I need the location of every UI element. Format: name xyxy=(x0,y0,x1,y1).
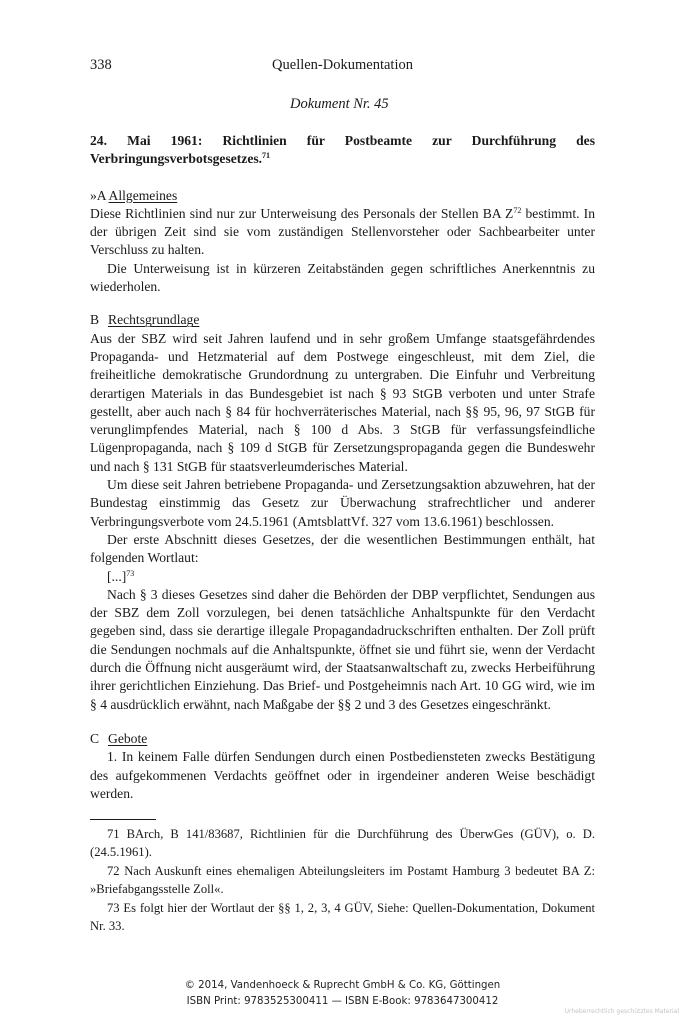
document-body xyxy=(90,132,595,937)
section-a-paragraph xyxy=(90,205,595,260)
section-c-prefix: C xyxy=(90,730,100,746)
running-head: Quellen-Dokumentation xyxy=(272,57,413,73)
omission-text: [...] xyxy=(107,568,127,584)
section-b-title: Rechtsgrundlage xyxy=(108,312,200,328)
section-c-paragraph: 1. In keinem Falle dürfen Sendungen durch einen Postbediensteten zwecks Bestätigung des aufgekommenen Verdachts geöffnet oder in irgendeiner anderen Weise beschädigt werden. xyxy=(90,749,595,801)
watermark: Urheberrechtlich geschütztes Material xyxy=(564,1008,679,1015)
section-a-text: bestimmt. In der übrigen Zeit sind sie vom zuständigen Stellenvorsteher oder Sachbearbeiter unter Verschluss zu halten. xyxy=(90,205,595,258)
section-a-text: Diese Richtlinien sind nur zur Unterweisung des Personals der Stellen BA Z xyxy=(90,205,514,221)
section-b-prefix: B xyxy=(90,312,100,328)
copyright-footer xyxy=(0,978,685,1010)
section-b-heading xyxy=(90,311,595,329)
isbn-line: ISBN Print: 9783525300411 — ISBN E-Book: 9783647300412 xyxy=(186,996,499,1007)
omission-marker xyxy=(90,568,595,586)
document-title xyxy=(90,132,595,169)
section-b-paragraph: Nach § 3 dieses Gesetzes sind daher die Behörden der DBP verpflichtet, Sendungen aus der SBZ dem Zoll vorzulegen, bei denen tatsächliche Anhaltspunkte für den Verdacht gegeben sind, dass sie derartige illegale Propagandadruckschriften enthalten. Der Zoll prüft die Sendungen nochmals auf die Anhaltspunkte, öffnet sie und führt sie, wenn der Verdacht durch die Öffnung nicht ausgeräumt wird, der Staatsanwaltschaft zu, zwecks Herbeiführung ihrer gerichtlichen Einziehung. Das Brief- und Postgeheimnis nach Art. 10 GG wird, wie im § 4 ausdrücklich erwähnt, nach Maßgabe der §§ 2 und 3 des Gesetzes eingeschränkt. xyxy=(90,586,595,712)
document-label: Dokument Nr. 45 xyxy=(290,96,389,112)
footnote-divider xyxy=(90,819,156,820)
section-a-paragraph: Die Unterweisung ist in kürzeren Zeitabständen gegen schriftliches Anerkenntnis zu wiederholen. xyxy=(90,260,595,295)
document-title-text: 24. Mai 1961: Richtlinien für Postbeamte zur Durchführung des Verbringungsverbotsgesetzes. xyxy=(90,133,595,167)
section-a-title: Allgemeines xyxy=(108,187,178,203)
section-c-heading xyxy=(90,730,595,748)
footnote-ref: 73 xyxy=(126,568,135,578)
footnote-71: 71 BArch, B 141/83687, Richtlinien für die Durchführung des ÜberwGes (GÜV), o. D. (24.5.1961). xyxy=(90,827,595,859)
page-number: 338 xyxy=(90,57,112,73)
footnote-ref: 72 xyxy=(513,205,522,215)
copyright-line: © 2014, Vandenhoeck & Ruprecht GmbH & Co. KG, Göttingen xyxy=(184,980,501,991)
section-a-prefix: »A xyxy=(90,187,106,203)
section-b-paragraph: Der erste Abschnitt dieses Gesetzes, der die wesentlichen Bestimmungen enthält, hat folgenden Wortlaut: xyxy=(90,531,595,566)
section-c-title: Gebote xyxy=(108,730,148,746)
section-b-paragraph: Aus der SBZ wird seit Jahren laufend und in sehr großem Umfange staatsgefährdendes Propaganda- und Hetzmaterial auf dem Postwege eingeschleust, mit dem Ziel, die freiheitliche demokratische Grundordnung zu untergraben. Die Einfuhr und Verbreitung derartigen Materials in das Bundesgebiet ist nach § 93 StGB verboten und unter Strafe gestellt, aber auch nach § 84 für hochverräterisches Material, nach §§ 95, 96, 97 StGB für verunglimpfendes Material, nach § 100 d Abs. 3 StGB für verfassungsfeindliche Lügenpropaganda, nach § 109 d StGB für Zersetzungspropaganda gegen die Bundeswehr und nach § 131 StGB für staatsverleumderisches Material. xyxy=(90,330,595,474)
section-a-heading xyxy=(90,187,595,205)
footnote-72: 72 Nach Auskunft eines ehemaligen Abteilungsleiters im Postamt Hamburg 3 bedeutet BA Z: »Briefabgangsstelle Zoll«. xyxy=(90,864,595,896)
footnote-ref: 71 xyxy=(262,151,271,161)
footnote-73: 73 Es folgt hier der Wortlaut der §§ 1, 2, 3, 4 GÜV, Siehe: Quellen-Dokumentation, Dokument Nr. 33. xyxy=(90,901,595,933)
footnotes xyxy=(90,826,595,935)
section-b-paragraph: Um diese seit Jahren betriebene Propaganda- und Zersetzungsaktion abzuwehren, hat der Bundestag einstimmig das Gesetz zur Überwachung strafrechtlicher und anderer Verbringungsverbote vom 24.5.1961 (AmtsblattVf. 327 vom 13.6.1961) beschlossen. xyxy=(90,477,595,529)
